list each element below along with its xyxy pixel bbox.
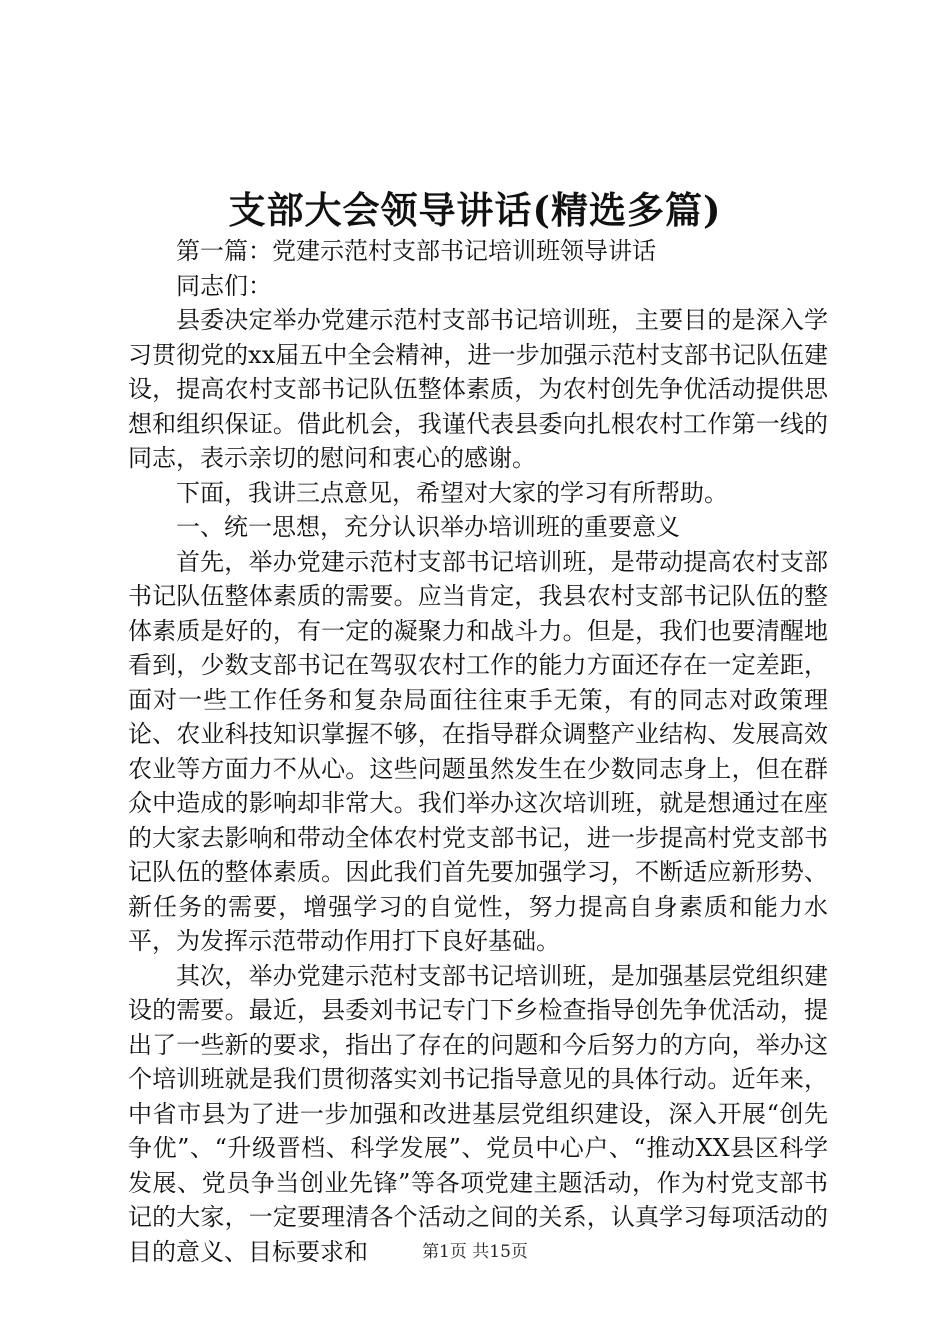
page-number-footer: 第1页 共15页 [422,1242,528,1262]
body-paragraph: 县委决定举办党建示范村支部书记培训班，主要目的是深入学习贯彻党的xx届五中全会精神，进一步加强示范村支部书记队伍建设，提高农村支部书记队伍整体素质，为农村创先争优活动提供思想和组织保证。借此机会，我谨代表县委向扎根农村工作第一线的同志，表示亲切的慰问和衷心的感谢。 [128,306,828,472]
section-heading: 第一篇：党建示范村支部书记培训班领导讲话 [176,237,656,265]
salutation: 同志们： [176,271,272,300]
body-paragraph: 首先，举办党建示范村支部书记培训班，是带动提高农村支部书记队伍整体素质的需要。应当肯定，我县农村支部书记队伍的整体素质是好的，有一定的凝聚力和战斗力。但是，我们也要清醒地看到，少数支部书记在驾驭农村工作的能力方面还存在一定差距，面对一些工作任务和复杂局面往往束手无策，有的同志对政策理论、农业科技知识掌握不够，在指导群众调整产业结构、发展高效农业等方面力不从心。这些问题虽然发生在少数同志身上，但在群众中造成的影响却非常大。我们举办这次培训班，就是想通过在座的大家去影响和带动全体农村党支部书记，进一步提高村党支部书记队伍的整体素质。因此我们首先要加强学习，不断适应新形势、新任务的需要，增强学习的自觉性，努力提高自身素质和能力水平，为发挥示范带动作用打下良好基础。 [128,547,828,955]
document-body [128,234,828,1269]
subsection-heading: 一、统一思想，充分认识举办培训班的重要意义 [176,513,680,541]
document-title: 支部大会领导讲话(精选多篇) [228,188,722,232]
body-paragraph: 其次，举办党建示范村支部书记培训班，是加强基层党组织建设的需要。最近，县委刘书记专门下乡检查指导创先争优活动，提出了一些新的要求，指出了存在的问题和今后努力的方向，举办这个培训班就是我们贯彻落实刘书记指导意见的具体行动。近年来，中省市县为了进一步加强和改进基层党组织建设，深入开展“创先争优”、“升级晋档、科学发展”、党员中心户、“推动XX县区科学发展、党员争当创业先锋”等各项党建主题活动，作为村党支部书记的大家，一定要理清各个活动之间的关系，认真学习每项活动的目的意义、目标要求和 [128,961,828,1266]
body-paragraph: 下面，我讲三点意见，希望对大家的学习有所帮助。 [176,478,728,507]
